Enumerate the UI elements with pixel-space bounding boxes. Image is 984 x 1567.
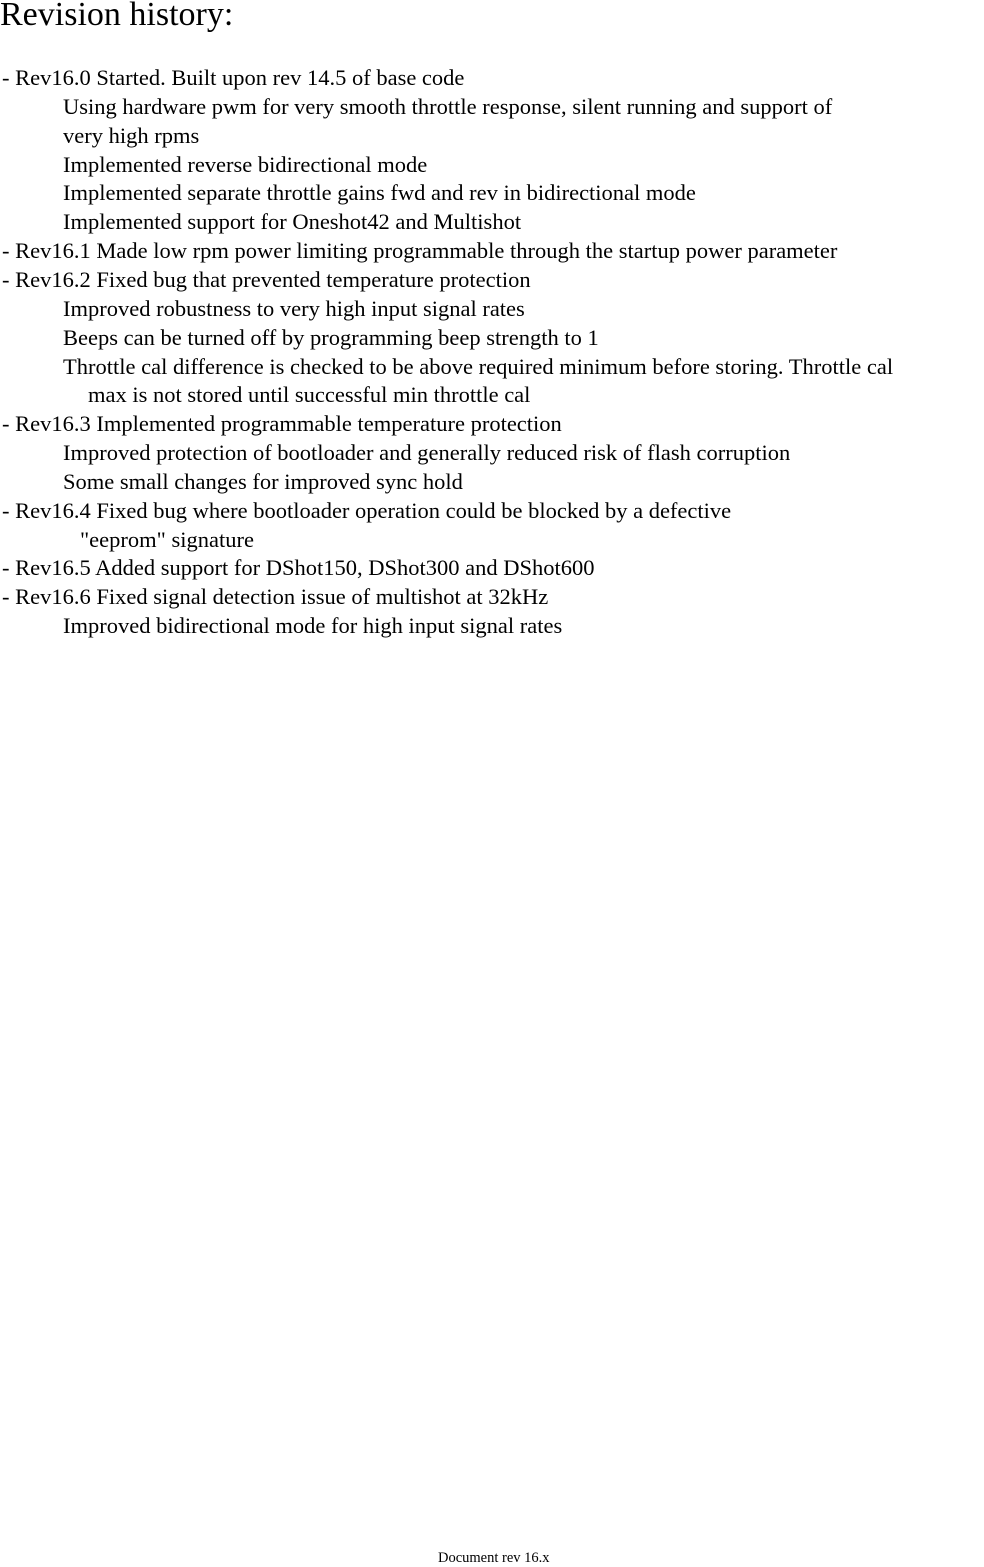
revision-line: Beeps can be turned off by programming beep strength to 1 <box>63 324 599 350</box>
revision-line: - Rev16.6 Fixed signal detection issue of multishot at 32kHz <box>2 584 549 610</box>
revision-line: Implemented reverse bidirectional mode <box>63 151 428 177</box>
page-footer: Document rev 16.x <box>438 1550 550 1566</box>
revision-line: Improved bidirectional mode for high input signal rates <box>63 613 563 639</box>
revision-line: "eeprom" signature <box>80 526 254 552</box>
revision-line: - Rev16.0 Started. Built upon rev 14.5 of base code <box>2 65 465 90</box>
revision-line: max is not stored until successful min throttle cal <box>88 382 531 408</box>
revision-line: Some small changes for improved sync hold <box>63 468 463 494</box>
revision-line: Throttle cal difference is checked to be above required minimum before storing. Throttle cal <box>63 353 894 379</box>
revision-line: - Rev16.1 Made low rpm power limiting programmable through the startup power parameter <box>2 238 838 264</box>
revision-line: - Rev16.4 Fixed bug where bootloader operation could be blocked by a defective <box>2 497 732 523</box>
revision-line: - Rev16.3 Implemented programmable temperature protection <box>2 411 562 437</box>
page-title: Revision history: <box>0 0 234 33</box>
revision-line: very high rpms <box>63 122 200 148</box>
revision-line: Using hardware pwm for very smooth throttle response, silent running and support of <box>63 93 833 119</box>
revision-line: - Rev16.5 Added support for DShot150, DShot300 and DShot600 <box>2 555 595 581</box>
revision-line: Improved robustness to very high input signal rates <box>63 295 525 321</box>
revision-line: Implemented support for Oneshot42 and Multishot <box>63 209 522 235</box>
revision-line: - Rev16.2 Fixed bug that prevented temperature protection <box>2 266 531 292</box>
revision-line: Improved protection of bootloader and generally reduced risk of flash corruption <box>63 440 791 466</box>
revision-line: Implemented separate throttle gains fwd and rev in bidirectional mode <box>63 180 696 206</box>
